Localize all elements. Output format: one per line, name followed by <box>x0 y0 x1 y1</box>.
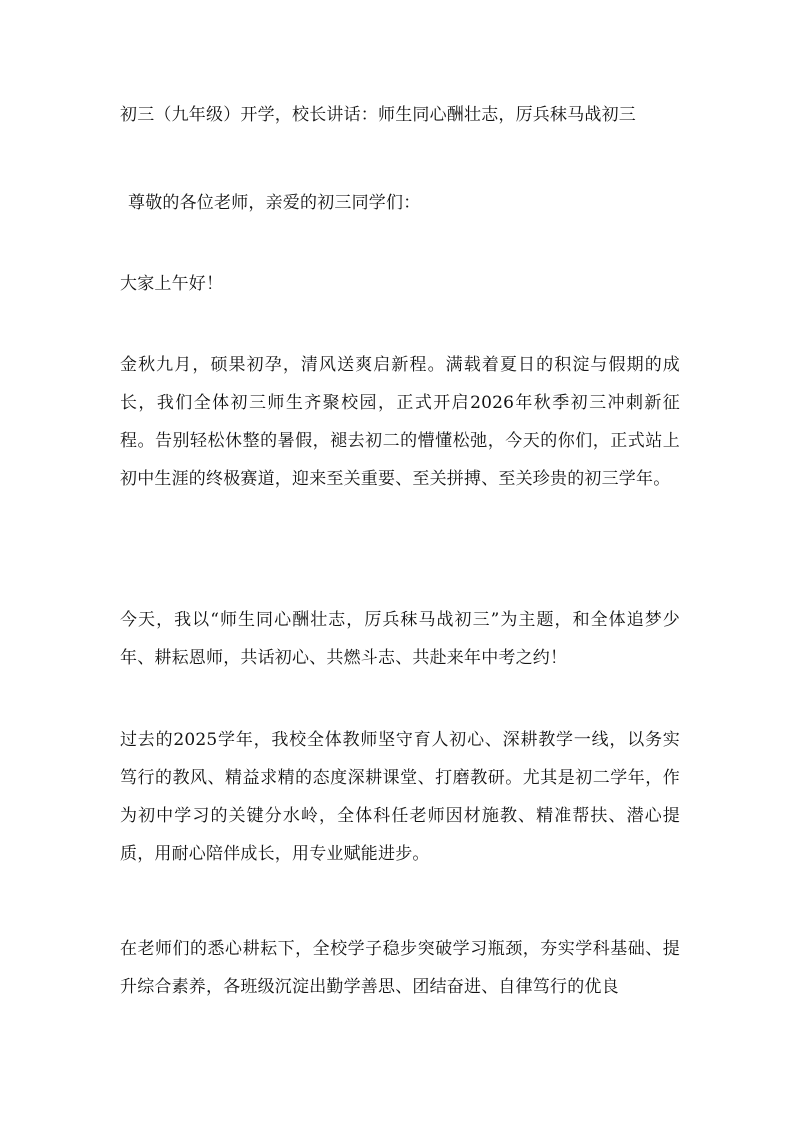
paragraph-1: 金秋九月，硕果初孕，清风送爽启新程。满载着夏日的积淀与假期的成长，我们全体初三师生齐聚校园，正式开启2026年秋季初三冲刺新征程。告别轻松休整的暑假，褪去初二的懵懂松弛，今天的你们，正式站上初中生涯的终极赛道，迎来至关重要、至关拼搏、至关珍贵的初三学年。 <box>120 355 680 489</box>
document-title: 初三（九年级）开学，校长讲话：师生同心酬壮志，厉兵秣马战初三 <box>120 105 636 125</box>
salutation-line: 大家上午好！ <box>120 274 224 294</box>
paragraph-3: 过去的2025学年，我校全体教师坚守育人初心、深耕教学一线，以务实笃行的教风、精益求精的态度深耕课堂、打磨教研。尤其是初二学年，作为初中学习的关键分水岭，全体科任老师因材施教、精准帮扶、潜心提质，用耐心陪伴成长，用专业赋能进步。 <box>120 730 680 864</box>
paragraph-2: 今天，我以“师生同心酬壮志，厉兵秣马战初三”为主题，和全体追梦少年、耕耘恩师，共话初心、共燃斗志、共赴来年中考之约！ <box>120 610 680 668</box>
paragraph-4: 在老师们的悉心耕耘下，全校学子稳步突破学习瓶颈，夯实学科基础、提升综合素养，各班级沉淀出勤学善思、团结奋进、自律笃行的优良 <box>120 939 680 997</box>
greeting-line: 尊敬的各位老师，亲爱的初三同学们： <box>128 193 421 213</box>
